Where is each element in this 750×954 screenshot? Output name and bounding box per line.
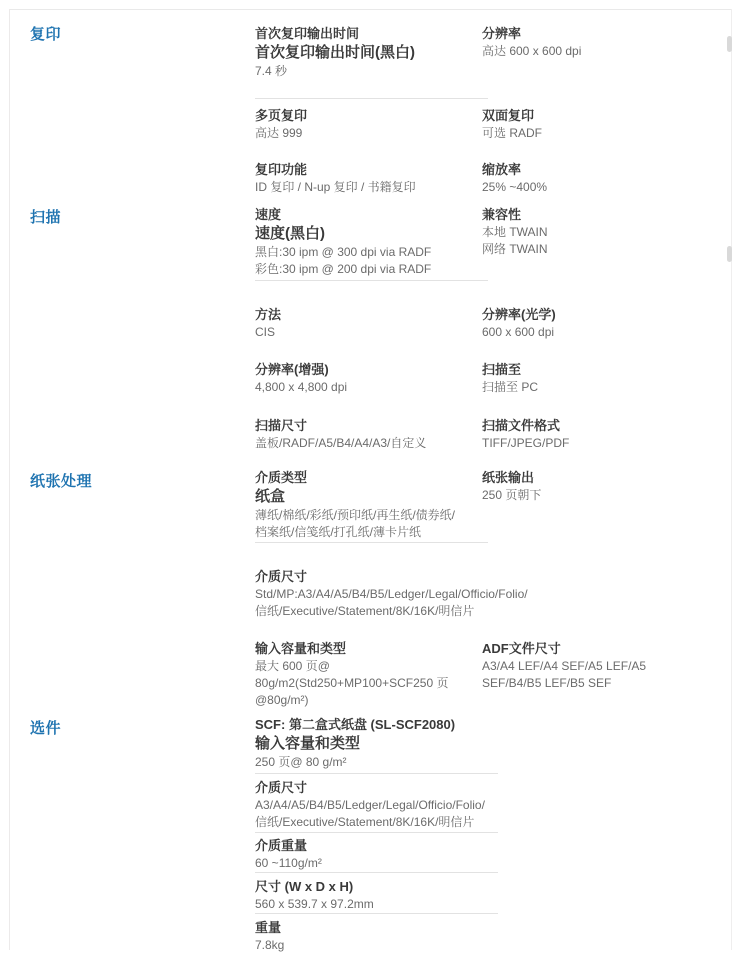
section-label-options: 选件 bbox=[30, 720, 62, 737]
spec-value: 本地 TWAIN bbox=[482, 225, 548, 239]
spec-value: 网络 TWAIN bbox=[482, 242, 548, 256]
spec-cell-scan-method bbox=[255, 306, 281, 341]
spec-value: 信纸/Executive/Statement/8K/16K/明信片 bbox=[255, 604, 475, 618]
spec-cell-enhanced-resolution bbox=[255, 361, 347, 396]
spec-value: 60 ~110g/m² bbox=[255, 856, 322, 870]
spec-cell-adf-document-size bbox=[482, 640, 646, 692]
spec-label: SCF: 第二盒式纸盘 (SL-SCF2080) bbox=[255, 717, 456, 732]
spec-label: 重量 bbox=[255, 920, 282, 935]
divider bbox=[255, 773, 498, 774]
card-border-left bbox=[9, 9, 10, 950]
divider bbox=[255, 872, 498, 873]
spec-value: 彩色:30 ipm @ 200 dpi via RADF bbox=[255, 262, 432, 276]
scrollbar-thumb[interactable] bbox=[727, 36, 732, 52]
spec-cell-paper-output bbox=[482, 469, 541, 504]
spec-label: 多页复印 bbox=[255, 108, 308, 123]
spec-value: 扫描至 PC bbox=[482, 380, 539, 394]
spec-label: 介质尺寸 bbox=[255, 569, 308, 584]
spec-label: 介质类型 bbox=[255, 470, 308, 485]
spec-cell-multi-copy bbox=[255, 107, 307, 142]
spec-label: 尺寸 (W x D x H) bbox=[255, 879, 354, 894]
spec-value: 盖板/RADF/A5/B4/A4/A3/自定义 bbox=[255, 436, 427, 450]
card-border-top bbox=[9, 9, 731, 10]
spec-value: 信纸/Executive/Statement/8K/16K/明信片 bbox=[255, 815, 475, 829]
spec-value: SEF/B4/B5 LEF/B5 SEF bbox=[482, 676, 612, 690]
spec-cell-media-size bbox=[255, 568, 528, 620]
spec-cell-copy-features bbox=[255, 161, 416, 196]
spec-value: Std/MP:A3/A4/A5/B4/B5/Ledger/Legal/Officio/Folio/ bbox=[255, 587, 528, 601]
spec-value: A3/A4/A5/B4/B5/Ledger/Legal/Officio/Folio/ bbox=[255, 798, 485, 812]
spec-value: ID 复印 / N-up 复印 / 书籍复印 bbox=[255, 180, 416, 194]
spec-cell-media-weight bbox=[255, 837, 322, 872]
section-label-paper-handling: 纸张处理 bbox=[30, 473, 93, 490]
spec-value: 600 x 600 dpi bbox=[482, 325, 555, 339]
spec-cell-copy-resolution bbox=[482, 25, 581, 60]
card-border-right bbox=[731, 9, 732, 950]
spec-value: 4,800 x 4,800 dpi bbox=[255, 380, 348, 394]
spec-cell-input-capacity bbox=[255, 640, 448, 709]
spec-label: 方法 bbox=[255, 307, 282, 322]
spec-cell-weight bbox=[255, 919, 284, 954]
spec-cell-scan-file-format bbox=[482, 417, 569, 452]
spec-cell-media-type bbox=[255, 469, 455, 541]
spec-value: 560 x 539.7 x 97.2mm bbox=[255, 897, 374, 911]
spec-value: 档案纸/信笺纸/打孔纸/薄卡片纸 bbox=[255, 525, 422, 539]
spec-cell-optical-resolution bbox=[482, 306, 556, 341]
spec-cell-compatibility bbox=[482, 206, 548, 258]
spec-sublabel: 纸盒 bbox=[255, 488, 286, 505]
spec-cell-zoom-rate bbox=[482, 161, 547, 196]
spec-value: 薄纸/棉纸/彩纸/预印纸/再生纸/债券纸/ bbox=[255, 508, 456, 522]
spec-value: 250 页@ 80 g/m² bbox=[255, 755, 347, 769]
spec-label: 兼容性 bbox=[482, 207, 522, 222]
spec-cell-scan-speed bbox=[255, 206, 431, 278]
spec-label: 复印功能 bbox=[255, 162, 308, 177]
spec-cell-scan-to bbox=[482, 361, 538, 396]
divider bbox=[255, 832, 498, 833]
scrollbar-thumb[interactable] bbox=[727, 246, 732, 262]
spec-label: 扫描至 bbox=[482, 362, 522, 377]
spec-cell-scan-size bbox=[255, 417, 426, 452]
spec-value: 高达 999 bbox=[255, 126, 303, 140]
spec-value: 7.8kg bbox=[255, 938, 285, 952]
spec-value: 可选 RADF bbox=[482, 126, 543, 140]
divider bbox=[255, 913, 498, 914]
section-label-scan: 扫描 bbox=[30, 209, 62, 226]
spec-label: 扫描文件格式 bbox=[482, 418, 561, 433]
spec-value: 250 页朝下 bbox=[482, 488, 542, 502]
spec-value: @80g/m²) bbox=[255, 693, 309, 707]
spec-cell-option-media-size bbox=[255, 779, 485, 831]
divider bbox=[255, 98, 488, 99]
spec-label: 扫描尺寸 bbox=[255, 418, 308, 433]
spec-label: 输入容量和类型 bbox=[255, 641, 347, 656]
spec-cell-first-copy-out-time bbox=[255, 25, 415, 80]
spec-value: A3/A4 LEF/A4 SEF/A5 LEF/A5 bbox=[482, 659, 647, 673]
spec-sublabel: 速度(黑白) bbox=[255, 225, 325, 242]
spec-value: 80g/m2(Std250+MP100+SCF250 页 bbox=[255, 676, 449, 690]
spec-value: 黑白:30 ipm @ 300 dpi via RADF bbox=[255, 245, 432, 259]
spec-sublabel: 首次复印输出时间(黑白) bbox=[255, 44, 415, 61]
spec-label: 分辨率 bbox=[482, 26, 522, 41]
spec-value: 高达 600 x 600 dpi bbox=[482, 44, 582, 58]
spec-value: 25% ~400% bbox=[482, 180, 548, 194]
spec-label: 纸张输出 bbox=[482, 470, 535, 485]
spec-value: CIS bbox=[255, 325, 276, 339]
spec-cell-dimensions bbox=[255, 878, 374, 913]
spec-cell-duplex-copy bbox=[482, 107, 542, 142]
spec-label: 速度 bbox=[255, 207, 282, 222]
spec-sublabel: 输入容量和类型 bbox=[255, 735, 361, 752]
spec-label: ADF文件尺寸 bbox=[482, 641, 561, 656]
spec-value: 7.4 秒 bbox=[255, 64, 288, 78]
section-label-copy: 复印 bbox=[30, 26, 62, 43]
spec-label: 缩放率 bbox=[482, 162, 522, 177]
spec-label: 分辨率(光学) bbox=[482, 307, 556, 322]
spec-label: 双面复印 bbox=[482, 108, 535, 123]
spec-label: 分辨率(增强) bbox=[255, 362, 329, 377]
divider bbox=[255, 542, 488, 543]
spec-label: 介质尺寸 bbox=[255, 780, 308, 795]
spec-value: 最大 600 页@ bbox=[255, 659, 330, 673]
spec-value: TIFF/JPEG/PDF bbox=[482, 436, 570, 450]
spec-label: 介质重量 bbox=[255, 838, 308, 853]
spec-label: 首次复印输出时间 bbox=[255, 26, 360, 41]
divider bbox=[255, 280, 488, 281]
spec-cell-scf-tray bbox=[255, 716, 455, 771]
